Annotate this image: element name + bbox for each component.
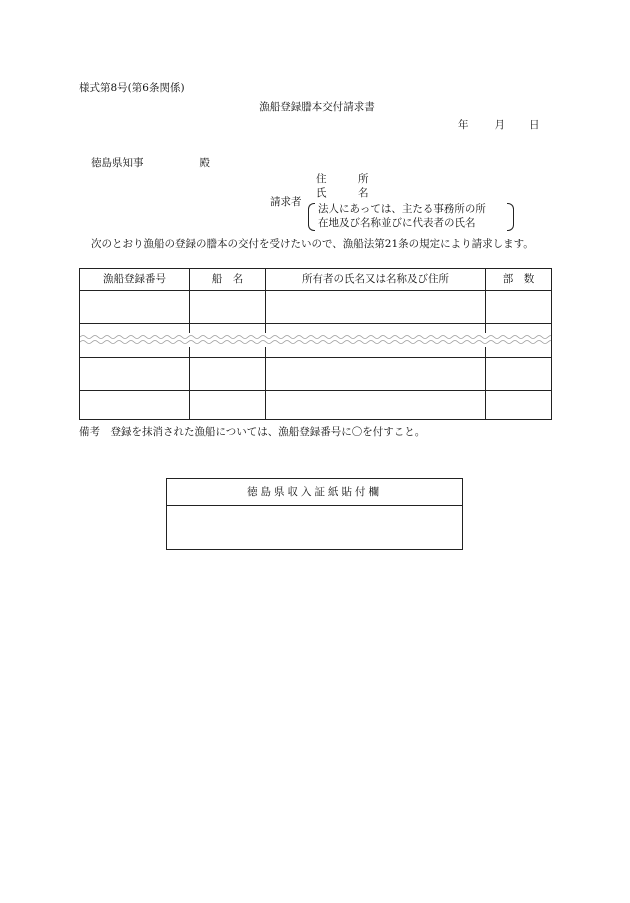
date-day-label: 日	[529, 119, 540, 131]
header-copies: 部 数	[502, 273, 535, 285]
requester-label: 請求者	[270, 196, 302, 208]
addressee-name: 徳島県知事	[91, 157, 144, 169]
remarks-note: 備考 登録を抹消された漁船については、漁船登録番号に〇を付すこと。	[79, 426, 426, 438]
addressee-suffix: 殿	[199, 157, 210, 169]
date-month-label: 月	[494, 119, 505, 131]
header-owner: 所有者の氏名又は名称及び住所	[302, 273, 449, 285]
requester-address-label: 住 所	[316, 173, 369, 185]
revenue-stamp-header: 徳島県収入証紙貼付欄	[167, 479, 462, 506]
form-number-label: 様式第8号(第6条関係)	[79, 82, 185, 94]
date-year-label: 年	[458, 119, 469, 131]
header-vessel-name: 船 名	[211, 273, 244, 285]
date-line	[458, 120, 540, 131]
requester-name-label: 氏 名	[316, 187, 369, 199]
table-row[interactable]	[80, 358, 551, 390]
revenue-stamp-box	[166, 478, 463, 550]
request-statement: 次のとおり漁船の登録の謄本の交付を受けたいので、漁船法第21条の規定により請求します。	[91, 238, 534, 250]
revenue-stamp-area[interactable]	[167, 506, 462, 549]
addressee	[91, 158, 210, 169]
document-title: 漁船登録謄本交付請求書	[259, 101, 375, 113]
corporation-note-line1: 法人にあっては、主たる事務所の所	[318, 203, 486, 215]
corporation-note	[308, 203, 514, 231]
table-row[interactable]	[80, 391, 551, 419]
omission-wave-mark	[80, 333, 551, 347]
header-registration-number: 漁船登録番号	[103, 273, 166, 285]
register-table	[79, 268, 552, 420]
corporation-note-line2: 在地及び名称並びに代表者の氏名	[318, 217, 476, 229]
left-bracket	[308, 203, 315, 231]
table-row[interactable]	[80, 291, 551, 323]
right-bracket	[507, 203, 514, 231]
